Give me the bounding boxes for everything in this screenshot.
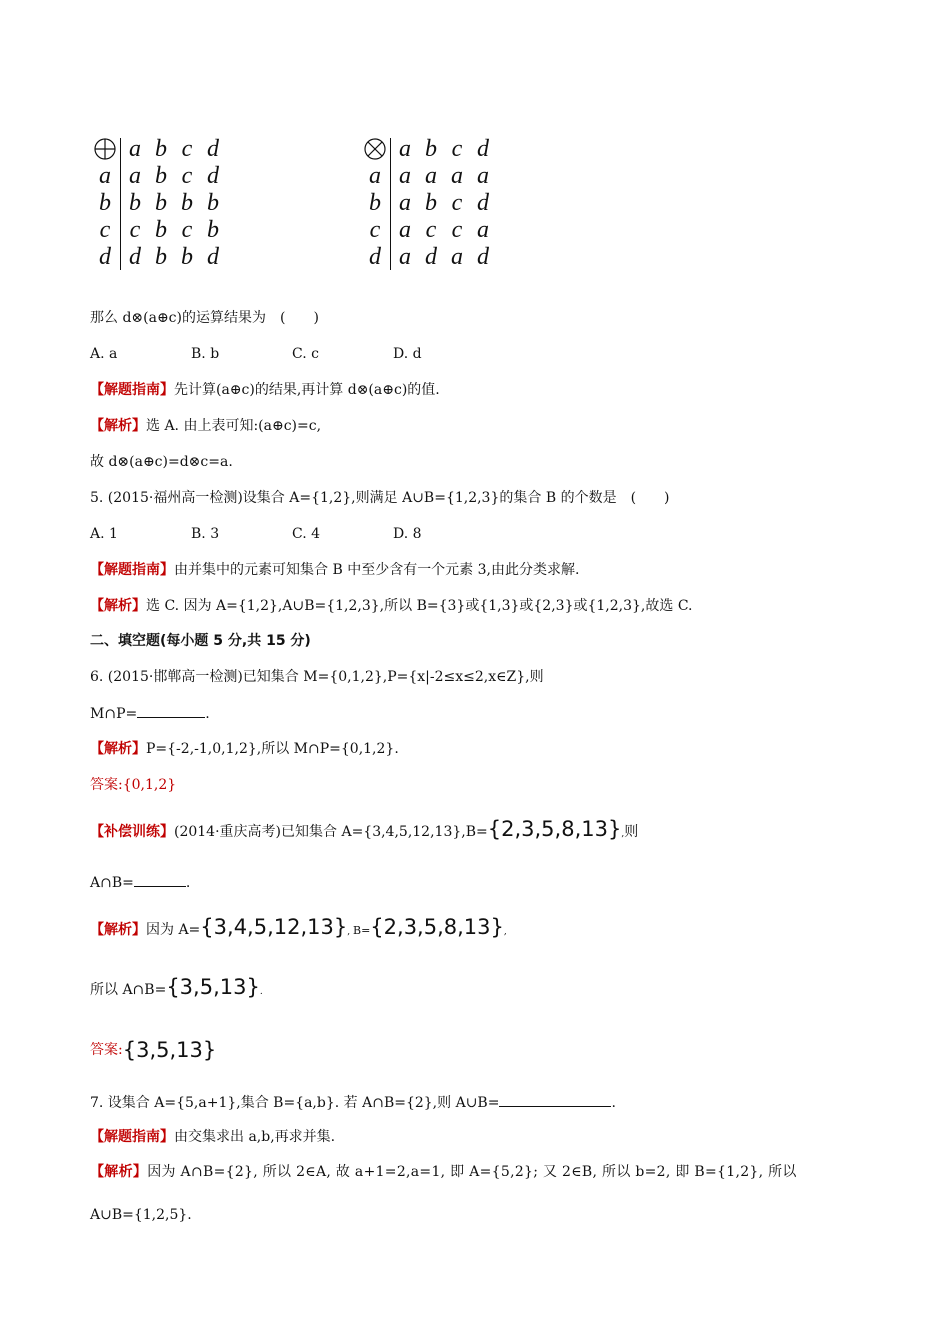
q4-options [90, 344, 494, 364]
table-cell: a [477, 217, 489, 243]
analysis-label: 【解析】 [90, 922, 146, 938]
q4-guide [90, 380, 440, 400]
option-a: A. 1 [90, 526, 118, 542]
option-b: B. b [191, 346, 220, 362]
table-cell: d [477, 244, 489, 270]
q4-analysis-line2: 故 d⊗(a⊕c)=d⊗c=a. [90, 454, 233, 470]
times-operation-table [362, 136, 502, 276]
q7-analysis-line2: A∪B={1,2,5}. [90, 1207, 192, 1223]
table-cell: c [451, 217, 463, 243]
q6-answer: 答案:{0,1,2} [90, 777, 177, 793]
table-header-cell: b [155, 136, 167, 162]
guide-text: 先计算(a⊕c)的结果,再计算 d⊗(a⊕c)的值. [174, 382, 440, 398]
table-cell: a [425, 163, 437, 189]
table-cell: b [207, 190, 219, 216]
q7-analysis [90, 1162, 797, 1182]
supp-label: 【补偿训练】 [90, 824, 174, 840]
table-row-label: a [99, 163, 111, 189]
answer-blank [499, 1092, 611, 1107]
guide-label: 【解题指南】 [90, 382, 174, 398]
table-cell: b [181, 244, 193, 270]
analysis-text: P={-2,-1,0,1,2},所以 M∩P={0,1,2}. [146, 741, 399, 757]
analysis-label: 【解析】 [90, 418, 146, 434]
table-cell: b [129, 190, 141, 216]
q7-stem-text: 7. 设集合 A={5,a+1},集合 B={a,b}. 若 A∩B={2},则 A∪B= [90, 1095, 500, 1111]
q6-analysis [90, 739, 399, 759]
table-cell: b [155, 244, 167, 270]
q6-stem: 6. (2015·邯郸高一检测)已知集合 M={0,1,2},P={x|-2≤x≤2,x∈Z},则 [90, 669, 544, 685]
q5-stem: 5. (2015·福州高一检测)设集合 A={1,2},则满足 A∪B={1,2,3}的集合 B 的个数是 ( ) [90, 490, 670, 506]
table-divider [120, 138, 121, 270]
table-cell: c [451, 190, 463, 216]
supp-answer [90, 1030, 216, 1073]
supp-stem: 【补偿训练】(2014·重庆高考)已知集合 A={3,4,5,12,13},B={2,3,5,8,13},则 [90, 817, 639, 841]
table-cell: d [129, 244, 141, 270]
table-row-label: c [99, 217, 111, 243]
table-row-label: d [369, 244, 381, 270]
set-b: {2,3,5,8,13} [370, 915, 504, 939]
analysis-text: 选 A. 由上表可知:(a⊕c)=c, [146, 418, 322, 434]
table-row-label: c [369, 217, 381, 243]
table-row-label: d [99, 244, 111, 270]
option-c: C. c [292, 346, 319, 362]
table-divider [390, 138, 391, 270]
q7-guide [90, 1127, 335, 1147]
table-cell: b [181, 190, 193, 216]
table-cell: a [451, 163, 463, 189]
analysis-pre: 因为 A= [146, 922, 201, 938]
q5-analysis [90, 596, 692, 616]
guide-text: 由交集求出 a,b,再求并集. [174, 1129, 336, 1145]
table-row-label: b [369, 190, 381, 216]
table-cell: a [399, 217, 411, 243]
table-cell: c [129, 217, 141, 243]
section-heading: 二、填空题(每小题 5 分,共 15 分) [90, 633, 311, 649]
supp-blank-prefix: A∩B= [90, 875, 134, 891]
table-cell: b [425, 190, 437, 216]
plus-operation-table [92, 136, 232, 276]
option-d: D. 8 [393, 526, 422, 542]
answer-blank [134, 872, 186, 887]
table-header-cell: c [451, 136, 463, 162]
guide-text: 由并集中的元素可知集合 B 中至少含有一个元素 3,由此分类求解. [174, 562, 580, 578]
table-cell: a [477, 163, 489, 189]
so-text: 所以 A∩B= [90, 982, 167, 998]
option-a: A. a [90, 346, 118, 362]
guide-label: 【解题指南】 [90, 562, 174, 578]
table-cell: c [181, 217, 193, 243]
table-cell: a [399, 244, 411, 270]
table-cell: c [425, 217, 437, 243]
q4-stem: 那么 d⊗(a⊕c)的运算结果为 ( ) [90, 310, 319, 326]
analysis-text: 选 C. 因为 A={1,2},A∪B={1,2,3},所以 B={3}或{1,3}或{2,3}或{1,2,3},故选 C. [146, 598, 693, 614]
table-cell: a [399, 190, 411, 216]
result-set: {3,5,13} [166, 975, 260, 999]
guide-label: 【解题指南】 [90, 1129, 174, 1145]
answer-label: 答案: [90, 1042, 123, 1058]
table-cell: b [155, 190, 167, 216]
option-b: B. 3 [191, 526, 220, 542]
table-header-cell: c [181, 136, 193, 162]
table-header-cell: b [425, 136, 437, 162]
table-cell: b [207, 217, 219, 243]
table-row-label: b [99, 190, 111, 216]
table-row-label: a [369, 163, 381, 189]
q5-options [90, 524, 494, 544]
q6-blank-prefix: M∩P= [90, 706, 138, 722]
supp-line2: A∩B= . [90, 872, 190, 893]
table-header-cell: d [477, 136, 489, 162]
analysis-text: 因为 A∩B={2}, 所以 2∈A, 故 a+1=2,a=1, 即 A={5,2}; 又 2∈B, 所以 b=2, 即 B={1,2}, 所以 [147, 1164, 797, 1180]
set-a: {3,4,5,12,13} [200, 915, 348, 939]
supp-text: (2014·重庆高考)已知集合 A={3,4,5,12,13},B= [174, 824, 488, 840]
circled-plus-icon [94, 138, 116, 160]
table-cell: d [477, 190, 489, 216]
table-header-cell: a [129, 136, 141, 162]
q7-stem: 7. 设集合 A={5,a+1},集合 B={a,b}. 若 A∩B={2},则 A∪B= . [90, 1092, 616, 1113]
option-d: D. d [393, 346, 422, 362]
q5-guide [90, 560, 579, 580]
table-cell: a [129, 163, 141, 189]
supp-analysis: 【解析】因为 A={3,4,5,12,13}, B={2,3,5,8,13}, [90, 915, 507, 939]
table-cell: d [425, 244, 437, 270]
option-c: C. 4 [292, 526, 321, 542]
b-label: B= [352, 924, 371, 937]
answer-set: {3,5,13} [122, 1038, 217, 1062]
table-cell: b [155, 217, 167, 243]
circled-times-icon [364, 138, 386, 160]
table-cell: d [207, 244, 219, 270]
table-cell: a [399, 163, 411, 189]
supp-result: 所以 A∩B={3,5,13}. [90, 975, 263, 999]
analysis-label: 【解析】 [90, 598, 146, 614]
table-cell: d [207, 163, 219, 189]
analysis-label: 【解析】 [90, 741, 146, 757]
q4-analysis [90, 416, 321, 436]
set-b: {2,3,5,8,13} [487, 817, 622, 841]
analysis-label: 【解析】 [90, 1164, 148, 1180]
supp-suffix: 则 [624, 824, 639, 840]
answer-blank [137, 703, 205, 718]
table-header-cell: d [207, 136, 219, 162]
q6-stem-line2: M∩P= . [90, 703, 210, 724]
table-cell: a [451, 244, 463, 270]
table-cell: c [181, 163, 193, 189]
table-cell: b [155, 163, 167, 189]
table-header-cell: a [399, 136, 411, 162]
